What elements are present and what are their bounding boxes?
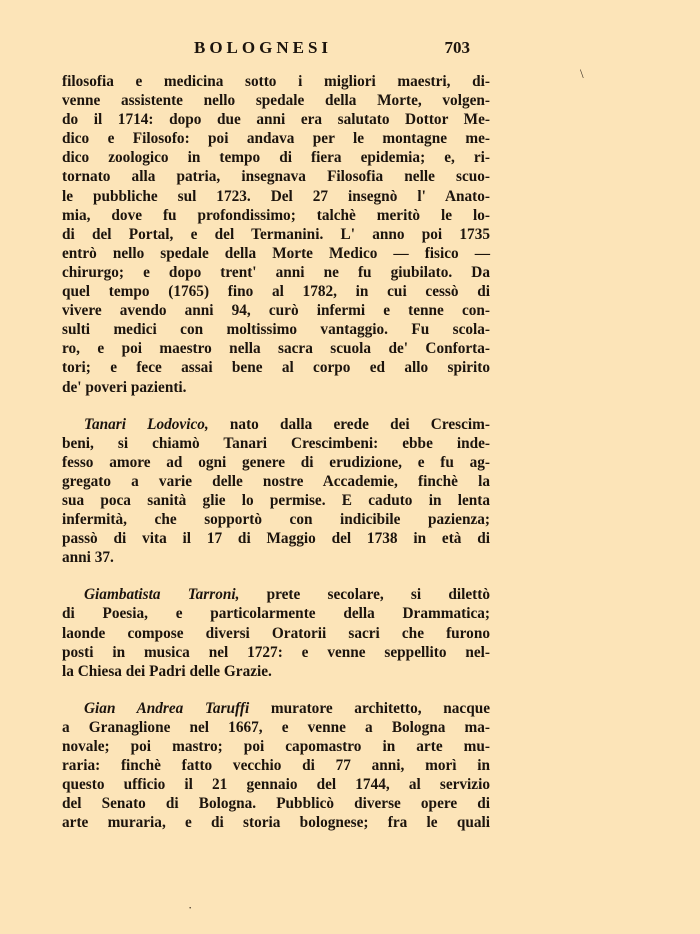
text-line: venne assistente nello spedale della Morte, volgen-	[62, 92, 490, 110]
text-line: de' poveri pazienti.	[62, 378, 187, 396]
page-number: 703	[444, 38, 470, 57]
text-line: tornato alla patria, insegnava Filosofia nelle scuo-	[62, 168, 490, 186]
text-line: ro, e poi maestro nella sacra scuola de' Conforta-	[62, 340, 490, 358]
text-line: entrò nello spedale della Morte Medico — fisico —	[62, 244, 490, 262]
paragraph-tarroni	[62, 585, 490, 680]
text-line: del Senato di Bologna. Pubblicò diverse opere di	[62, 795, 490, 813]
text-line: beni, si chiamò Tanari Crescimbeni: ebbe inde-	[62, 434, 490, 452]
text-fragment: prete secolare, si dilettò	[239, 586, 490, 604]
text-fragment: muratore architetto, nacque	[249, 699, 490, 717]
text-line	[62, 585, 490, 604]
stray-dot-mark: ·	[188, 900, 193, 915]
text-line: passò di vita il 17 di Maggio del 1738 in età di	[62, 530, 490, 548]
paragraph-tanari	[62, 415, 490, 568]
text-line: anni 37.	[62, 549, 114, 567]
text-line: le pubbliche sul 1723. Del 27 insegnò l' Anato-	[62, 187, 490, 205]
text-line: quel tempo (1765) fino al 1782, in cui cessò di	[62, 283, 490, 301]
text-line: arte muraria, e di storia bolognese; fra le quali	[62, 814, 490, 832]
text-line: di Poesia, e particolarmente della Drammatica;	[62, 605, 490, 623]
text-line: gregato a varie delle nostre Accademie, finchè la	[62, 472, 490, 490]
person-name: Gian Andrea Taruffi	[84, 699, 250, 717]
page-body	[62, 72, 490, 850]
text-line: chirurgo; e dopo trent' anni ne fu giubilato. Da	[62, 263, 490, 281]
stray-pen-mark: \	[580, 66, 584, 81]
page-header	[60, 38, 470, 62]
text-line: novale; poi mastro; poi capomastro in arte mu-	[62, 738, 490, 755]
text-line: tori; e fece assai bene al corpo ed allo spirito	[62, 359, 490, 377]
text-line: dico e Filosofo: poi andava per le montagne me-	[62, 130, 490, 148]
text-line: mia, dove fu profondissimo; talchè meritò le lo-	[62, 206, 490, 224]
text-line: sulti medici con moltissimo vantaggio. Fu scola-	[62, 321, 490, 339]
running-head: BOLOGNESI	[194, 38, 333, 57]
text-fragment: nato dalla erede dei Crescim-	[208, 415, 490, 433]
text-line	[62, 699, 490, 718]
person-name: Giambatista Tarroni,	[84, 586, 240, 604]
text-line: vivere avendo anni 94, curò infermi e tenne con-	[62, 302, 490, 320]
person-name: Tanari Lodovico,	[84, 415, 209, 433]
paragraph-biography-continued	[62, 72, 490, 397]
paragraph-taruffi	[62, 699, 490, 833]
text-line: questo ufficio il 21 gennaio del 1744, al servizio	[62, 776, 490, 794]
text-line: laonde compose diversi Oratorii sacri che furono	[62, 624, 490, 642]
text-line: dico zoologico in tempo di fiera epidemia; e, ri-	[62, 149, 490, 167]
text-line: di del Portal, e del Termanini. L' anno poi 1735	[62, 225, 490, 243]
text-line: filosofia e medicina sotto i migliori maestri, di-	[62, 73, 490, 90]
text-line: sua poca sanità glie lo permise. E caduto in lenta	[62, 491, 490, 509]
text-line: infermità, che sopportò con indicibile pazienza;	[62, 511, 490, 529]
text-line: la Chiesa dei Padri delle Grazie.	[62, 662, 272, 680]
text-line: do il 1714: dopo due anni era salutato Dottor Me-	[62, 111, 490, 129]
text-line: raria: finchè fatto vecchio di 77 anni, morì in	[62, 757, 490, 775]
text-line	[62, 415, 490, 434]
text-line: a Granaglione nel 1667, e venne a Bologna ma-	[62, 718, 490, 736]
text-line: fesso amore ad ogni genere di erudizione, e fu ag-	[62, 453, 490, 471]
text-line: posti in musica nel 1727: e venne seppellito nel-	[62, 643, 490, 661]
